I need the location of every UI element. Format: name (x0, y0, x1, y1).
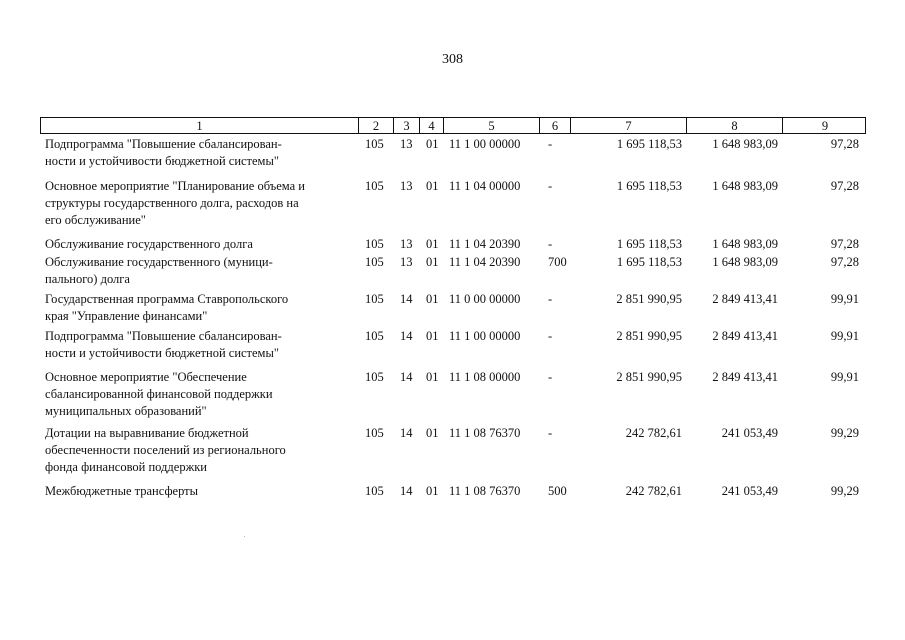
row-cell-c7: 1 695 118,53 (616, 137, 682, 151)
row-cell-c5: 11 1 08 76370 (449, 426, 521, 440)
row-cell-c5: 11 1 04 00000 (449, 179, 521, 193)
row-cell-c4: 01 (426, 255, 439, 269)
row-description: Обслуживание государственного (муници- пального) долга (45, 255, 273, 286)
header-col-5: 5 (444, 118, 540, 133)
row-cell-c2: 105 (365, 137, 384, 151)
row-cell-c6: - (548, 292, 553, 306)
row-cell-c5: 11 1 04 20390 (449, 255, 521, 269)
row-cell-c6: - (548, 329, 553, 343)
row-cell-c9: 97,28 (830, 179, 859, 193)
row-cell-c6: - (548, 179, 553, 193)
row-cell-c5: 11 1 08 76370 (449, 484, 521, 498)
row-description: Дотации на выравнивание бюджетной обеспеченности поселений из регионального фонда финансовой поддержки (45, 426, 286, 474)
row-cell-c5: 11 1 00 00000 (449, 329, 521, 343)
row-cell-c3: 14 (400, 292, 413, 306)
header-col-6: 6 (540, 118, 571, 133)
row-cell-c4: 01 (426, 426, 439, 440)
row-cell-c2: 105 (365, 292, 384, 306)
row-cell-c9: 99,29 (830, 426, 859, 440)
row-cell-c2: 105 (365, 255, 384, 269)
row-cell-c2: 105 (365, 329, 384, 343)
row-cell-c8: 1 648 983,09 (712, 237, 778, 251)
row-cell-c9: 97,28 (830, 137, 859, 151)
row-cell-c2: 105 (365, 179, 384, 193)
row-cell-c7: 2 851 990,95 (616, 292, 682, 306)
row-cell-c6: - (548, 370, 553, 384)
row-cell-c8: 2 849 413,41 (712, 329, 778, 343)
row-cell-c9: 99,91 (830, 292, 859, 306)
row-cell-c8: 1 648 983,09 (712, 137, 778, 151)
row-cell-c8: 1 648 983,09 (712, 255, 778, 269)
row-cell-c8: 2 849 413,41 (712, 370, 778, 384)
row-cell-c6: 700 (548, 255, 567, 269)
row-cell-c9: 97,28 (830, 255, 859, 269)
header-col-2: 2 (359, 118, 394, 133)
row-cell-c7: 242 782,61 (625, 484, 682, 498)
row-cell-c3: 14 (400, 426, 413, 440)
page-number: 308 (442, 52, 463, 67)
row-cell-c9: 99,91 (830, 329, 859, 343)
row-cell-c7: 242 782,61 (625, 426, 682, 440)
table-header (40, 117, 866, 134)
row-cell-c2: 105 (365, 484, 384, 498)
row-cell-c6: - (548, 137, 553, 151)
row-cell-c8: 241 053,49 (721, 426, 778, 440)
header-col-3: 3 (394, 118, 420, 133)
row-cell-c4: 01 (426, 137, 439, 151)
row-cell-c3: 14 (400, 370, 413, 384)
row-description: Государственная программа Ставропольского края "Управление финансами" (45, 292, 289, 323)
row-description: Подпрограмма "Повышение сбалансирован- ности и устойчивости бюджетной системы" (45, 137, 282, 168)
row-cell-c4: 01 (426, 179, 439, 193)
row-cell-c2: 105 (365, 426, 384, 440)
header-col-1: 1 (41, 118, 359, 133)
row-cell-c3: 14 (400, 329, 413, 343)
row-cell-c2: 105 (365, 370, 384, 384)
header-col-9: 9 (821, 119, 829, 133)
row-description: Основное мероприятие "Обеспечение сбалансированной финансовой поддержки муниципальных образований" (45, 370, 273, 418)
row-cell-c5: 11 1 04 20390 (449, 237, 521, 251)
row-description: Основное мероприятие "Планирование объема и структуры государственного долга, расходов на его обслуживание" (45, 179, 305, 227)
row-cell-c7: 2 851 990,95 (616, 370, 682, 384)
row-cell-c3: 14 (400, 484, 413, 498)
row-cell-c7: 1 695 118,53 (616, 237, 682, 251)
row-cell-c4: 01 (426, 329, 439, 343)
row-cell-c3: 13 (400, 179, 413, 193)
row-cell-c3: 13 (400, 137, 413, 151)
header-col-7: 7 (571, 118, 687, 133)
row-cell-c8: 241 053,49 (721, 484, 778, 498)
row-description: Обслуживание государственного долга (45, 237, 253, 251)
row-cell-c7: 1 695 118,53 (616, 179, 682, 193)
row-cell-c6: - (548, 237, 553, 251)
row-cell-c7: 1 695 118,53 (616, 255, 682, 269)
scan-dot (244, 536, 245, 537)
row-cell-c4: 01 (426, 237, 439, 251)
row-cell-c4: 01 (426, 292, 439, 306)
row-cell-c4: 01 (426, 484, 439, 498)
row-cell-c8: 2 849 413,41 (712, 292, 778, 306)
row-cell-c5: 11 1 08 00000 (449, 370, 521, 384)
row-cell-c3: 13 (400, 255, 413, 269)
row-cell-c9: 97,28 (830, 237, 859, 251)
row-cell-c8: 1 648 983,09 (712, 179, 778, 193)
row-cell-c7: 2 851 990,95 (616, 329, 682, 343)
row-cell-c5: 11 0 00 00000 (449, 292, 521, 306)
row-cell-c5: 11 1 00 00000 (449, 137, 521, 151)
row-description: Межбюджетные трансферты (45, 484, 199, 498)
row-cell-c6: - (548, 426, 553, 440)
header-col-8: 8 (687, 118, 783, 133)
row-description: Подпрограмма "Повышение сбалансирован- ности и устойчивости бюджетной системы" (45, 329, 282, 360)
row-cell-c3: 13 (400, 237, 413, 251)
header-col-4: 4 (420, 118, 444, 133)
row-cell-c6: 500 (548, 484, 567, 498)
row-cell-c4: 01 (426, 370, 439, 384)
row-cell-c2: 105 (365, 237, 384, 251)
row-cell-c9: 99,29 (830, 484, 859, 498)
row-cell-c9: 99,91 (830, 370, 859, 384)
